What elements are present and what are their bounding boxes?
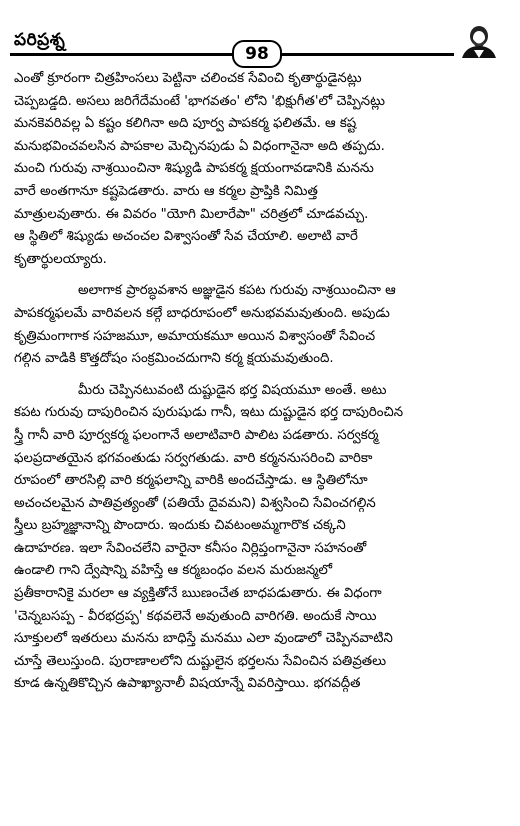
text-line: మంచి గురువు నాశ్రయించినా శిష్యుడి పాపకర్మ క్షయంగావడానికి మనను xyxy=(14,161,374,177)
header-rule-left xyxy=(10,53,232,56)
text-line: కపట గురువు దాపురించిన పురుషుడు గానీ, ఇటు దుష్టుడైన భర్త దాపురించిన xyxy=(14,405,404,421)
text-line: ఆ స్థితిలో శిష్యుడు అచంచల విశ్వాసంతో సేవ చేయాలి. అలాటి వారే xyxy=(14,229,358,245)
text-line: సూక్తులలో ఇతరులు మనను బాధిస్తే మనము ఎలా వుండాలో చెప్పినవాటిని xyxy=(14,631,393,647)
page-number: 98 xyxy=(232,40,282,68)
book-title: పరిప్రశ్న xyxy=(14,30,66,50)
paragraph-gap xyxy=(14,271,506,280)
text-line: గల్గిన వాడికి కొత్తదోషం సంక్రమించదుగాని కర్మ క్షయమవుతుంది. xyxy=(14,351,334,367)
text-line: కృత్రిమంగాగాక సహజమూ, అమాయకమూ అయిన విశ్వాసంతో సేవించ xyxy=(14,328,376,344)
text-line: 'చెన్నబసప్ప - వీరభద్రప్ప' కథవలెనే అవుతుంది వారిగతి. అందుకే సాయి xyxy=(14,608,377,624)
text-line: ఎంతో క్రూరంగా చిత్రహింసలు పెట్టినా చలించక సేవించి కృతార్థుడైనట్లు xyxy=(14,71,362,86)
text-line: మీరు చెప్పినటువంటి దుష్టుడైన భర్త విషయమూ అంతే. అటు xyxy=(78,382,387,398)
header-rule-right xyxy=(282,53,454,56)
page-header xyxy=(0,0,520,62)
text-line: స్త్రీలు బ్రహ్మజ్ఞానాన్ని పొందారు. ఇందుకు చివటంఅమ్మగారొక చక్కని xyxy=(14,518,346,534)
text-line: అలాగాక ప్రారబ్ధవశాన అజ్ఞుడైన కపట గురువు నాశ్రయించినా ఆ xyxy=(78,283,396,299)
paragraph xyxy=(14,280,506,370)
text-line: అచంచలమైన పాతివ్రత్యంతో (పతియే దైవమని) విశ్వసించి సేవించగల్గిన xyxy=(14,495,376,511)
paragraph xyxy=(14,380,506,696)
text-line: పాపకర్మఫలమే వారివలన కల్గే బాధరూపంలో అనుభవమవుతుంది. అపుడు xyxy=(14,305,390,321)
text-line: ఫలప్రదాతయైన భగవంతుడు సర్వగతుడు. వారి కర్మననుసరించి వారికా xyxy=(14,450,373,466)
text-line: స్త్రీ గానీ వారి పూర్వకర్మ ఫలంగానే అలాటివారి పాలిట పడతారు. సర్వకర్మ xyxy=(14,427,379,443)
text-line: చూస్తే తెలుస్తుంది. పురాణాలలోని దుష్టులైన భర్తలను సేవించిన పతివ్రతలు xyxy=(14,653,387,669)
paragraph xyxy=(14,68,506,271)
portrait-icon xyxy=(456,24,502,58)
text-line: ఉండాలి గాని ద్వేషాన్ని వహిస్తే ఆ కర్మబంధం వలన మరుజన్మలో xyxy=(14,563,333,579)
paragraph-gap xyxy=(14,371,506,380)
text-line: కృతార్థులయ్యారు. xyxy=(14,251,107,267)
text-line: చెప్పబడ్డది. అసలు జరిగేదేమంటే 'భాగవతం' లోని 'భిక్షుగీత'లో చెప్పినట్లు xyxy=(14,93,385,109)
text-line: మనకెవరివల్ల ఏ కష్టం కలిగినా అది పూర్వ పాపకర్మ ఫలితమే. ఆ కష్ట xyxy=(14,116,357,132)
text-line: ఉదాహరణ. ఇలా సేవించలేని వారైనా కనీసం నిర్లిప్తంగానైనా సహనంతో xyxy=(14,540,367,556)
page-body-text xyxy=(14,68,506,696)
text-line: కూడ ఉన్నతికొచ్చిన ఉపాఖ్యానాలీ విషయాన్నే వివరిస్తాయి. భగవద్గీత xyxy=(14,676,361,692)
text-line: మనుభవించవలసిన పాపకాల మెచ్చినపుడు ఏ విధంగానైనా అది తప్పదు. xyxy=(14,138,385,154)
text-line: మాత్రులవుతారు. ఈ వివరం "యోగి మిలారేపా" చరిత్రలో చూడవచ్చు. xyxy=(14,206,369,222)
text-line: రూపంలో తారసిల్లి వారి కర్మఫలాన్ని వారికి అందచేస్తాడు. ఆ స్థితిలోనూ xyxy=(14,473,368,489)
text-line: వారే అంతగానూ కష్టపెడతారు. వారు ఆ కర్మల ప్రాప్తికి నిమిత్త xyxy=(14,183,318,199)
text-line: ప్రతీకారానికై మరలా ఆ వ్యక్తితోనే ఋణంచేత బాధపడుతారు. ఈ విధంగా xyxy=(14,586,382,602)
